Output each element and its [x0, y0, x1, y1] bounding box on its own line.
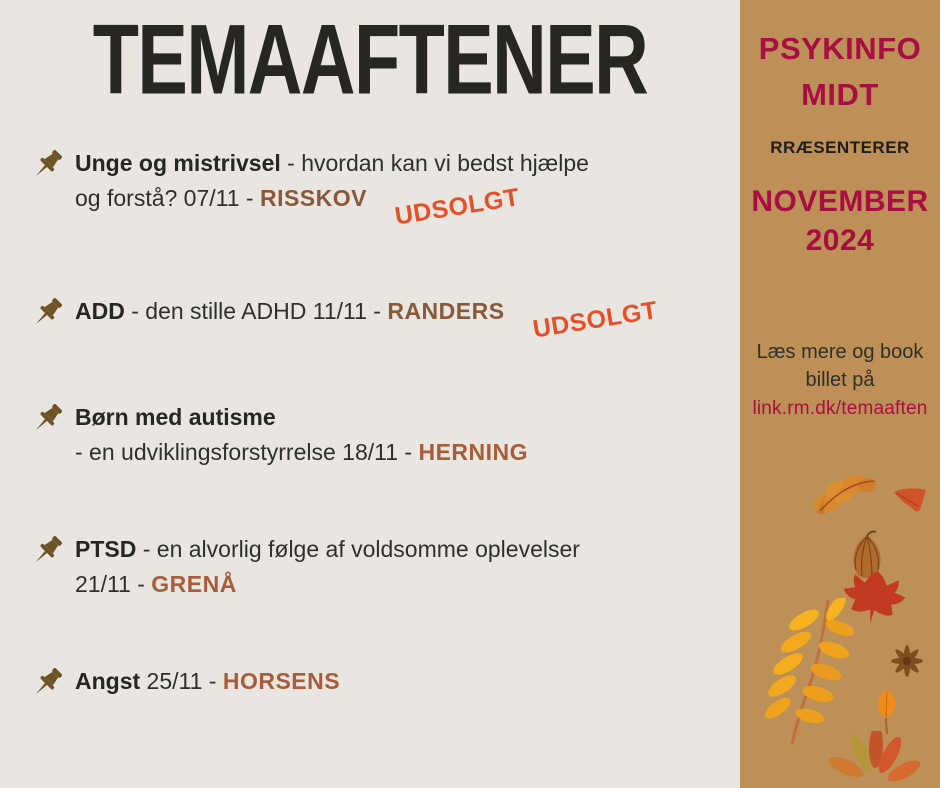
booking-info — [740, 338, 940, 394]
event-text — [75, 664, 695, 699]
month-line2: 2024 — [805, 224, 875, 257]
pushpin-icon — [28, 400, 66, 438]
event-item-unge-og-mistrivsel — [28, 146, 708, 231]
creeper-leaf-image — [828, 731, 920, 788]
event-text — [75, 532, 695, 602]
red-leaf-image — [892, 486, 928, 521]
event-description: - en udviklingsforstyrrelse 18/11 - — [75, 439, 419, 465]
event-line — [75, 181, 695, 231]
event-item-ptsd — [28, 532, 708, 602]
event-item-angst — [28, 664, 708, 699]
pushpin-icon — [28, 294, 66, 332]
event-location: HERNING — [418, 439, 529, 465]
event-location: RISSKOV — [259, 185, 367, 211]
event-description: - en alvorlig følge af voldsomme oplevelser — [136, 536, 580, 562]
event-location: HORSENS — [222, 668, 341, 694]
event-topic: Børn med autisme — [75, 404, 276, 430]
pushpin-icon — [28, 532, 66, 570]
star-anise-image — [888, 642, 926, 685]
event-topic: Unge og mistrivsel — [75, 150, 281, 176]
rowan-leaf-image — [752, 598, 857, 751]
presents-label: RRÆSENTERER — [770, 138, 910, 157]
brand-title — [740, 26, 940, 118]
oak-leaf-image — [808, 462, 886, 525]
event-line — [75, 532, 695, 567]
sold-out-stamp: UDSOLGT — [530, 296, 660, 344]
event-description: 25/11 - — [140, 668, 223, 694]
event-topic: Angst — [75, 668, 141, 694]
event-line — [75, 664, 695, 699]
pushpin-icon — [28, 146, 66, 184]
page-title: TEMAAFTENER — [92, 3, 648, 116]
event-description: - den stille ADHD 11/11 - — [124, 298, 388, 324]
event-line — [75, 400, 695, 435]
month-label — [740, 182, 940, 260]
pushpin-icon — [28, 664, 66, 702]
event-text — [75, 146, 695, 231]
event-line — [75, 146, 695, 181]
month-line1: NOVEMBER — [751, 185, 929, 218]
event-description: 21/11 - — [75, 571, 152, 597]
event-description: - hvordan kan vi bedst hjælpe — [280, 150, 589, 176]
event-description: og forstå? 07/11 - — [75, 185, 260, 211]
booking-info-line1: Læs mere og book — [756, 341, 924, 363]
sold-out-stamp: UDSOLGT — [392, 183, 522, 231]
event-text — [75, 400, 695, 470]
booking-link: link.rm.dk/temaaften — [752, 398, 928, 419]
sidebar — [740, 0, 940, 788]
event-location: GRENÅ — [151, 571, 237, 597]
event-topic: PTSD — [75, 536, 137, 562]
event-item-add — [28, 294, 708, 344]
brand-line1: PSYKINFO — [758, 31, 922, 66]
event-line — [75, 567, 695, 602]
booking-info-line2: billet på — [805, 369, 875, 391]
brand-line2: MIDT — [801, 77, 879, 112]
event-location: RANDERS — [387, 298, 505, 324]
event-item-born-med-autisme — [28, 400, 708, 470]
event-line — [75, 435, 695, 470]
event-topic: ADD — [75, 298, 125, 324]
event-text — [75, 294, 695, 344]
event-line — [75, 294, 695, 344]
